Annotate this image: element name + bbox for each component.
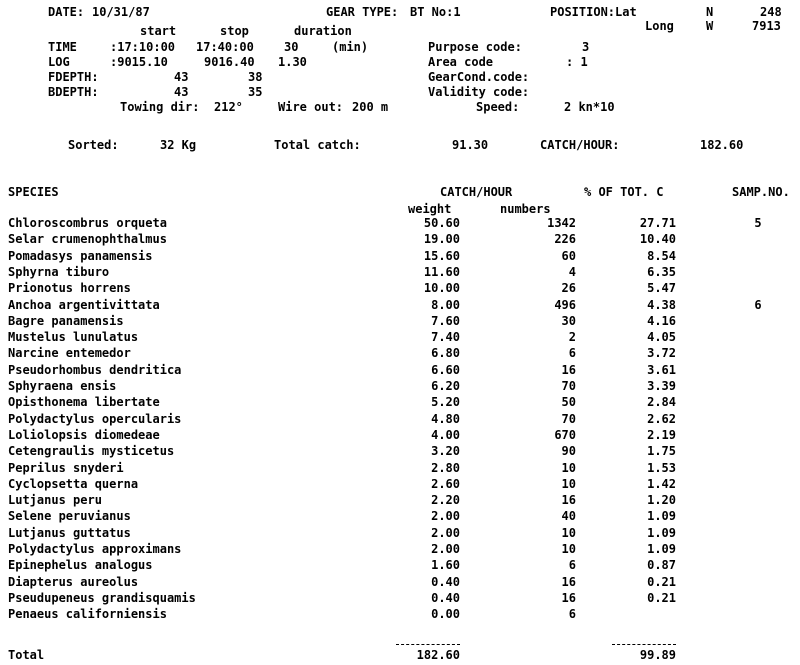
species-name: Polydactylus approximans [8,542,182,556]
numbers-value: 10 [561,460,576,475]
fdepth-label: FDEPTH: [48,70,99,84]
pct-value: 10.40 [639,232,676,247]
weight-total-rule [396,644,460,645]
speed-value: 2 kn*10 [564,100,615,114]
gearcond-label: GearCond.code: [428,70,530,84]
species-name: Opisthonema libertate [8,395,160,410]
pct-value: 1.09 [647,509,676,524]
log-label: LOG [48,55,70,69]
numbers-value: 226 [554,232,576,247]
numbers-value: 6 [568,558,576,573]
pct-value: 3.39 [647,379,676,393]
table-row [0,299,800,315]
pct-value: 2.19 [647,427,676,442]
species-name: Cyclopsetta querna [8,476,139,491]
total-pct: 99.89 [639,648,676,662]
pct-value: 0.21 [647,590,676,605]
pct-value: 1.75 [647,444,676,459]
table-row [0,217,800,233]
table-row [0,250,800,266]
species-name: Lutjanus guttatus [8,525,131,540]
numbers-value: 30 [561,313,576,328]
towing-label: Towing dir: [120,100,200,114]
sorted-value: 32 Kg [160,138,197,152]
pct-value: 4.38 [647,297,676,312]
table-row [0,331,800,347]
species-name: Cetengraulis mysticetus [8,444,175,459]
species-name: Epinephelus analogus [8,558,153,573]
table-row [0,445,800,461]
table-row [0,462,800,478]
species-header: SPECIES [8,185,59,199]
weight-value: 2.00 [431,509,460,524]
long-value: 7913 [752,19,781,33]
bdepth-label: BDEPTH: [48,85,99,99]
date-value: 10/31/87 [92,5,150,19]
numbers-value: 16 [561,590,576,605]
species-name: Penaeus californiensis [8,607,167,622]
fdepth-stop: 38 [248,70,263,84]
time-stop: 17:40:00 [196,40,254,54]
table-row [0,527,800,543]
species-name: Loliolopsis diomedeae [8,427,160,442]
pct-value: 27.71 [639,216,676,230]
table-row [0,559,800,575]
gear-type-value: BT No:1 [410,5,461,19]
col-start-label: start [140,24,177,38]
wire-label: Wire out: [278,100,344,114]
numbers-value: 496 [554,297,576,312]
numbers-value: 1342 [547,216,576,230]
log-duration: 1.30 [278,55,307,69]
pct-value: 6.35 [647,264,676,279]
time-label: TIME [48,40,77,54]
pct-value: 3.61 [647,362,676,377]
weight-value: 0.40 [431,574,460,589]
table-row [0,347,800,363]
bdepth-start: 43 [174,85,189,99]
numbers-value: 670 [554,427,576,442]
samp-value: 6 [754,297,762,312]
weight-value: 8.00 [431,297,460,312]
numbers-value: 16 [561,493,576,508]
species-name: Sphyrna tiburo [8,264,110,279]
numbers-value: 50 [561,395,576,410]
time-start: :17:10:00 [110,40,176,54]
pct-value: 1.20 [647,493,676,508]
pct-value: 0.87 [647,558,676,573]
gear-type-label: GEAR TYPE: [326,5,399,19]
lat-value: 248 [760,5,782,19]
pct-value: 3.72 [647,346,676,361]
total-catch-value: 91.30 [452,138,489,152]
numbers-value: 70 [561,411,576,426]
numbers-value: 70 [561,379,576,393]
species-name: Anchoa argentivittata [8,297,160,312]
weight-value: 6.60 [431,362,460,377]
weight-value: 7.40 [431,330,460,345]
weight-value: 5.20 [431,395,460,410]
long-hemisphere: W [706,19,714,33]
species-name: Prionotus horrens [8,281,131,296]
species-name: Peprilus snyderi [8,460,124,475]
purpose-value: 3 [582,40,590,54]
numbers-value: 10 [561,542,576,556]
table-row [0,608,800,624]
table-row [0,233,800,249]
table-row [0,413,800,429]
weight-value: 2.00 [431,542,460,556]
pct-value: 8.54 [647,248,676,263]
col-stop-label: stop [220,24,249,38]
numbers-value: 60 [561,248,576,263]
samp-value: 5 [754,216,762,230]
species-name: Chloroscombrus orqueta [8,216,167,230]
sorted-label: Sorted: [68,138,119,152]
species-name: Bagre panamensis [8,313,124,328]
time-duration: 30 [284,40,299,54]
table-row [0,510,800,526]
weight-header: weight [408,202,452,216]
table-row [0,396,800,412]
bdepth-stop: 35 [248,85,263,99]
table-row [0,282,800,298]
weight-value: 7.60 [431,313,460,328]
weight-value: 4.80 [431,411,460,426]
numbers-value: 16 [561,362,576,377]
weight-value: 2.60 [431,476,460,491]
weight-value: 15.60 [423,248,460,263]
weight-value: 2.00 [431,525,460,540]
table-row [0,429,800,445]
table-row [0,494,800,510]
weight-value: 2.80 [431,460,460,475]
weight-value: 3.20 [431,444,460,459]
catch-hour-value: 182.60 [700,138,744,152]
numbers-value: 90 [561,444,576,459]
col-duration-label: duration [294,24,352,38]
total-weight: 182.60 [416,648,460,662]
species-name: Selene peruvianus [8,509,131,524]
weight-value: 6.80 [431,346,460,361]
catch-hour-label: CATCH/HOUR: [540,138,620,152]
species-name: Pseudupeneus grandisquamis [8,590,196,605]
pct-value: 2.62 [647,411,676,426]
total-label: Total [8,648,45,662]
weight-value: 2.20 [431,493,460,508]
numbers-value: 6 [568,607,576,622]
table-row [0,266,800,282]
species-name: Sphyraena ensis [8,379,117,393]
numbers-value: 10 [561,476,576,491]
position-label: POSITION:Lat [550,5,637,19]
pct-value: 4.16 [647,313,676,328]
long-label: Long [645,19,674,33]
numbers-value: 40 [561,509,576,524]
pct-value: 2.84 [647,395,676,410]
table-row [0,364,800,380]
validity-label: Validity code: [428,85,530,99]
weight-value: 6.20 [431,379,460,393]
numbers-value: 2 [568,330,576,345]
numbers-value: 10 [561,525,576,540]
numbers-value: 6 [568,346,576,361]
weight-value: 4.00 [431,427,460,442]
table-row [0,576,800,592]
wire-value: 200 m [352,100,389,114]
pct-value: 1.53 [647,460,676,475]
area-label: Area code [428,55,494,69]
weight-value: 11.60 [423,264,460,279]
weight-value: 50.60 [423,216,460,230]
table-row [0,478,800,494]
pct-value: 4.05 [647,330,676,345]
lat-hemisphere: N [706,5,714,19]
weight-value: 10.00 [423,281,460,296]
table-row [0,315,800,331]
samp-no-header: SAMP.NO. [732,185,790,199]
pct-value: 1.42 [647,476,676,491]
catch-hour-header: CATCH/HOUR [440,185,513,199]
purpose-label: Purpose code: [428,40,522,54]
log-start: :9015.10 [110,55,168,69]
weight-value: 0.00 [431,607,460,622]
fdepth-start: 43 [174,70,189,84]
pct-total-rule [612,644,676,645]
weight-value: 19.00 [423,232,460,247]
species-name: Mustelus lunulatus [8,330,139,345]
numbers-header: numbers [500,202,551,216]
numbers-value: 4 [568,264,576,279]
date-label: DATE: [48,5,85,19]
area-value: : 1 [566,55,588,69]
pct-value: 1.09 [647,525,676,540]
species-name: Polydactylus opercularis [8,411,182,426]
table-row [0,592,800,608]
table-row [0,543,800,559]
pct-value: 5.47 [647,281,676,296]
numbers-value: 16 [561,574,576,589]
pct-total-header: % OF TOT. C [584,185,664,199]
pct-value: 1.09 [647,542,676,556]
total-catch-label: Total catch: [274,138,361,152]
log-stop: 9016.40 [204,55,255,69]
speed-label: Speed: [476,100,520,114]
species-name: Selar crumenophthalmus [8,232,167,247]
species-name: Narcine entemedor [8,346,131,361]
weight-value: 1.60 [431,558,460,573]
towing-value: 212° [214,100,243,114]
numbers-value: 26 [561,281,576,296]
species-name: Pseudorhombus dendritica [8,362,182,377]
species-name: Diapterus aureolus [8,574,139,589]
pct-value: 0.21 [647,574,676,589]
species-name: Lutjanus peru [8,493,102,508]
time-unit: (min) [332,40,369,54]
weight-value: 0.40 [431,590,460,605]
species-name: Pomadasys panamensis [8,248,153,263]
table-row [0,380,800,396]
